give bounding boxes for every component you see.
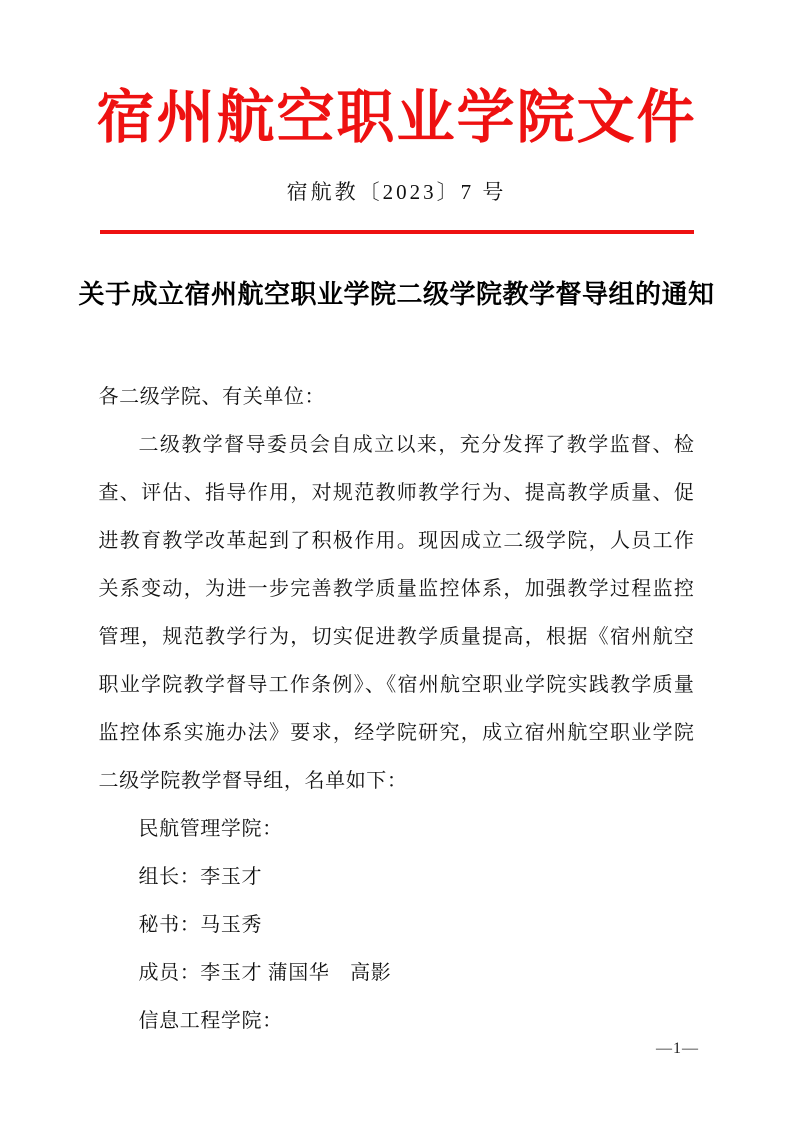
red-divider-line: [100, 230, 694, 234]
list-item-members: 成员：李玉才 蒲国华 高影: [138, 961, 392, 984]
salutation-line: 各二级学院、有关单位：: [98, 385, 326, 408]
notice-title: 关于成立宿州航空职业学院二级学院教学督导组的通知: [78, 278, 715, 309]
list-item-secretary: 秘书：马玉秀: [138, 913, 263, 936]
body-paragraph: 二级教学督导委员会自成立以来，充分发挥了教学监督、检查、评估、指导作用，对规范教师教学行为、提高教学质量、促进教育教学改革起到了积极作用。现因成立二级学院，人员工作关系变动，为进一步完善教学质量监控体系，加强教学过程监控管理，规范教学行为，切实促进教学质量提高，根据《宿州航空职业学院教学督导工作条例》、《宿州航空职业学院实践教学质量监控体系实施办法》要求，经学院研究，成立宿州航空职业学院二级学院教学督导组，名单如下：: [98, 433, 695, 792]
red-header-title: 宿州航空职业学院文件: [96, 85, 697, 150]
document-number: 宿航教〔2023〕7 号: [286, 179, 507, 204]
list-item-college-civil-aviation: 民航管理学院：: [138, 817, 283, 840]
list-item-college-information-engineering: 信息工程学院：: [138, 1009, 283, 1032]
list-item-group-leader: 组长：李玉才: [138, 865, 263, 888]
supervision-group-name-list: [99, 805, 695, 1045]
page-number: —1—: [656, 1040, 699, 1057]
document-body: [99, 373, 695, 1045]
